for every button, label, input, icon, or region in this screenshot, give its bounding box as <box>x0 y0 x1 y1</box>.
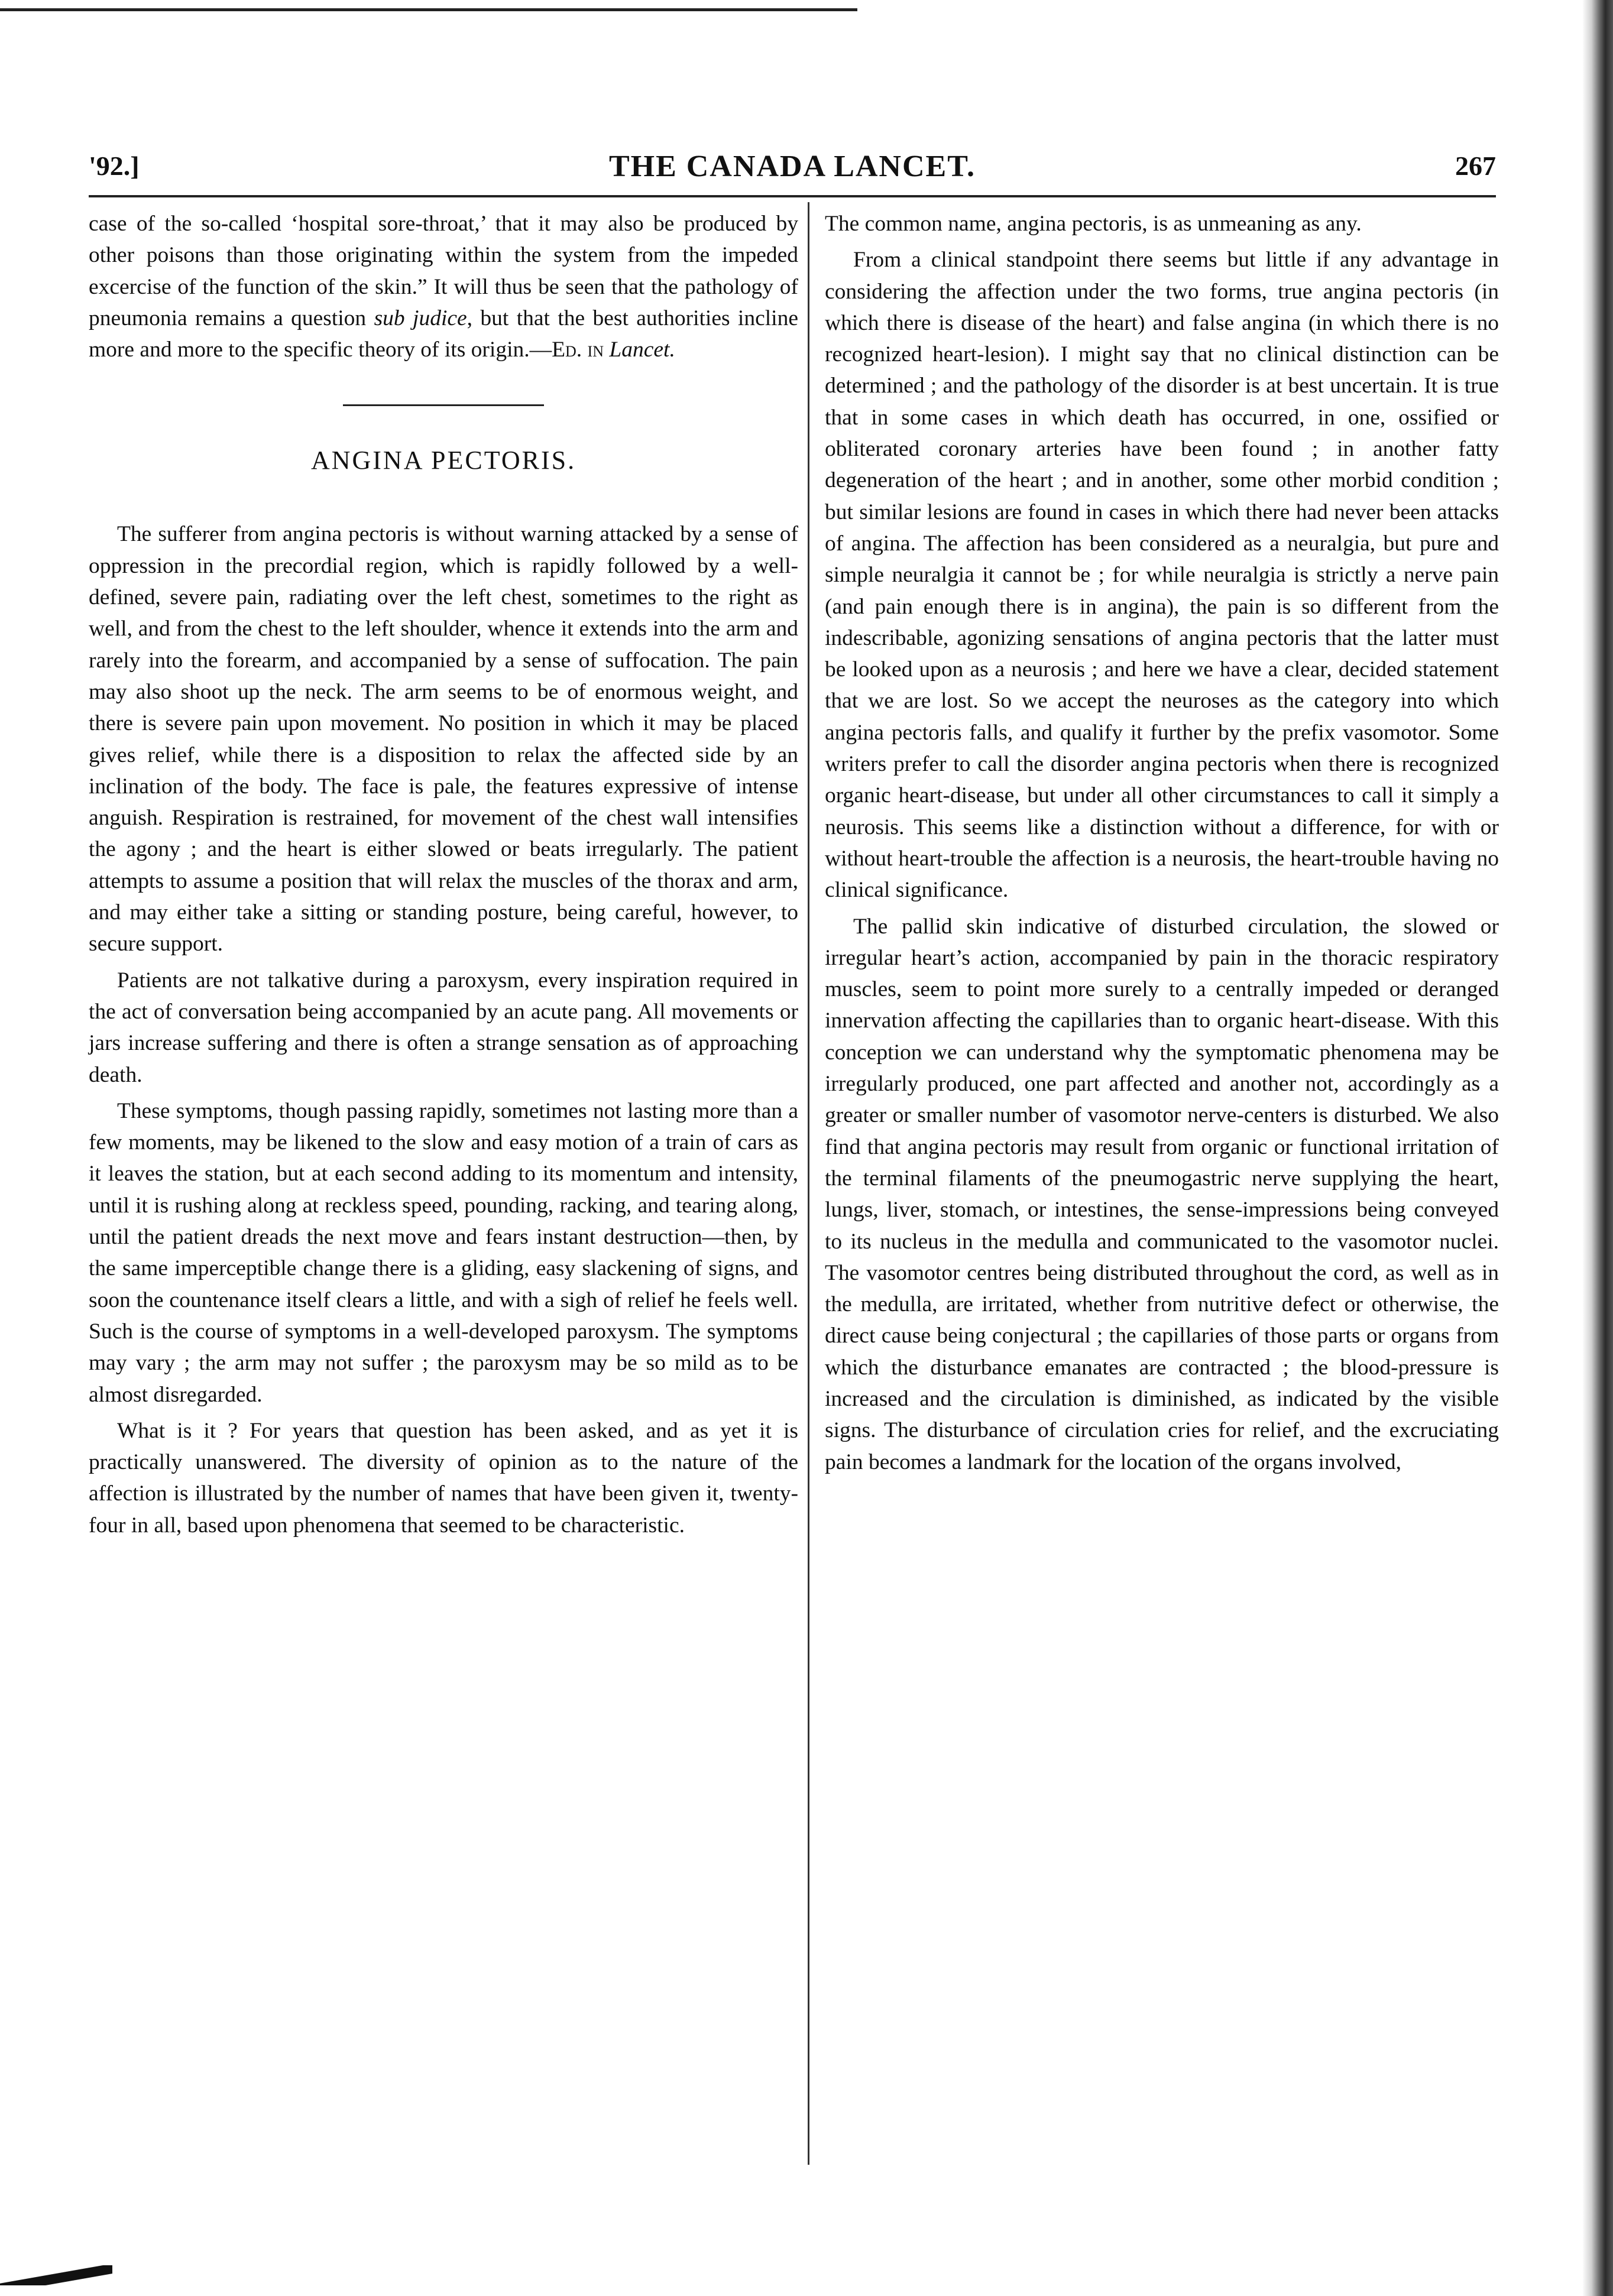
journal-title: THE CANADA LANCET. <box>608 150 976 183</box>
article-paragraph: What is it ? For years that question has been asked, and as yet it is practically unanswered. The diversity of opinion as to the nature of the affection is illustrated by the number of names that have been given it, twenty-four in all, based upon phenomena that seemed to be characteristic. <box>89 1418 798 1538</box>
page-number: 267 <box>1455 151 1496 181</box>
header-year: '92.] <box>89 151 140 181</box>
running-header <box>89 142 1496 189</box>
right-column <box>825 208 1499 1478</box>
left-column <box>89 208 798 1541</box>
intro-text-before-italic: case of the so-called ‘hospital sore-throat,’ that it may also be produced by other poisons than those originating within the system from the impeded excercise of the function of the skin.” It will thus be seen that the pathology of pneumonia remains a question <box>89 212 798 330</box>
section-title: ANGINA PECTORIS. <box>310 446 576 475</box>
article-paragraph: The common name, angina pectoris, is as unmeaning as any. <box>825 212 1362 236</box>
article-paragraph: These symptoms, though passing rapidly, sometimes not lasting more than a few moments, may be likened to the slow and easy motion of a train of cars as it leaves the station, but at each second adding to its momentum and intensity, until it is rushing along at reckless speed, pounding, racking, and tearing along, until the patient dreads the next move and fears instant destruction—then, by the same imperceptible change there is a gliding, easy slackening of signs, and soon the countenance itself clears a little, and with a sigh of relief he feels well. Such is the course of symptoms in a well-developed paroxysm. The symptoms may vary ; the arm may not suffer ; the paroxysm may be so mild as to be almost disregarded. <box>89 1098 798 1407</box>
corner-mark <box>0 2265 112 2285</box>
section-divider <box>343 404 544 406</box>
intro-paragraph <box>89 208 798 365</box>
header-rule <box>89 195 1496 197</box>
top-edge-rule <box>0 8 857 11</box>
article-paragraph: The pallid skin indicative of disturbed circulation, the slowed or irregular heart’s action, accompanied by pain in the thoracic respiratory muscles, seem to point more surely to a centrally impeded or deranged innervation affecting the capillaries than to organic heart-disease. With this conception we can understand why the symptomatic phenomena may be irregularly produced, one part affected and another not, accordingly as a greater or smaller number of vasomotor nerve-centers is disturbed. We also find that angina pectoris may result from organic or functional irritation of the terminal filaments of the pneumogastric nerve supplying the heart, lungs, liver, stomach, or intestines, the sense-impressions being conveyed to its nucleus in the medulla and communicated to the vasomotor nuclei. The vasomotor centres being distributed throughout the cord, as well as in the medulla, are irritated, whether from nutritive defect or otherwise, the direct cause being conjectural ; the capillaries of those parts or organs from which the disturbance emanates are contracted ; the blood-pressure is increased and the circulation is diminished, as indicated by the visible signs. The disturbance of circulation cries for relief, and the excruciating pain becomes a landmark for the location of the organs involved, <box>825 914 1499 1474</box>
article-paragraph: From a clinical standpoint there seems but little if any advantage in considering the affection under the two forms, true angina pectoris (in which there is disease of the heart) and false angina (in which there is no recognized heart-lesion). I might say that no clinical distinction can be determined ; and the pathology of the disorder is at best uncertain. It is true that in some cases in which death has occurred, in one, ossified or obliterated coronary arteries have been found ; in another fatty degeneration of the heart ; and in another, some other morbid condition ; but similar lesions are found in cases in which there had never been attacks of angina. The affection has been considered as a neuralgia, but pure and simple neuralgia it cannot be ; for while neuralgia is strictly a nerve pain (and pain enough there is in angina), the pain is so different from the indescribable, agonizing sensations of angina pectoris that the latter must be looked upon as a neurosis ; and here we have a clear, decided statement that we are lost. So we accept the neuroses as the category into which angina pectoris falls, and qualify it further by the prefix vasomotor. Some writers prefer to call the disorder angina pectoris when there is recognized organic heart-disease, but under all other circumstances to call it simply a neurosis. This seems like a distinction without a difference, for with or without heart-trouble the affection is a neurosis, the heart-trouble having no clinical significance. <box>825 248 1499 903</box>
binding-edge-shadow <box>1582 0 1613 2296</box>
article-paragraph: The sufferer from angina pectoris is without warning attacked by a sense of oppression in the precordial region, which is rapidly followed by a well-defined, severe pain, radiating over the left chest, sometimes to the right as well, and from the chest to the left shoulder, whence it extends into the arm and rarely into the forearm, and accompanied by a sense of suffocation. The pain may also shoot up the neck. The arm seems to be of enormous weight, and there is severe pain upon movement. No position in which it may be placed gives relief, while there is a disposition to relax the affected side by an inclination of the body. The face is pale, the features expressive of intense anguish. Respiration is restrained, for movement of the chest wall intensifies the agony ; and the heart is either slowed or beats irregularly. The patient attempts to assume a position that will relax the muscles of the thorax and arm, and may either take a sitting or standing posture, being careful, however, to secure support. <box>89 522 798 956</box>
intro-text-after-italic: , but that the best authorities incline more and more to the specific theory of its origin.— <box>89 306 798 362</box>
intro-italic-phrase: sub judice <box>374 306 467 330</box>
editor-signature: Ed. in <box>552 338 604 362</box>
article-paragraph: Patients are not talkative during a paroxysm, every inspiration required in the act of conversation being accompanied by an acute pang. All movements or jars increase suffering and there is often a strange sensation as of approaching death. <box>89 968 798 1087</box>
source-citation: Lancet. <box>609 338 675 362</box>
column-divider <box>808 202 809 2165</box>
